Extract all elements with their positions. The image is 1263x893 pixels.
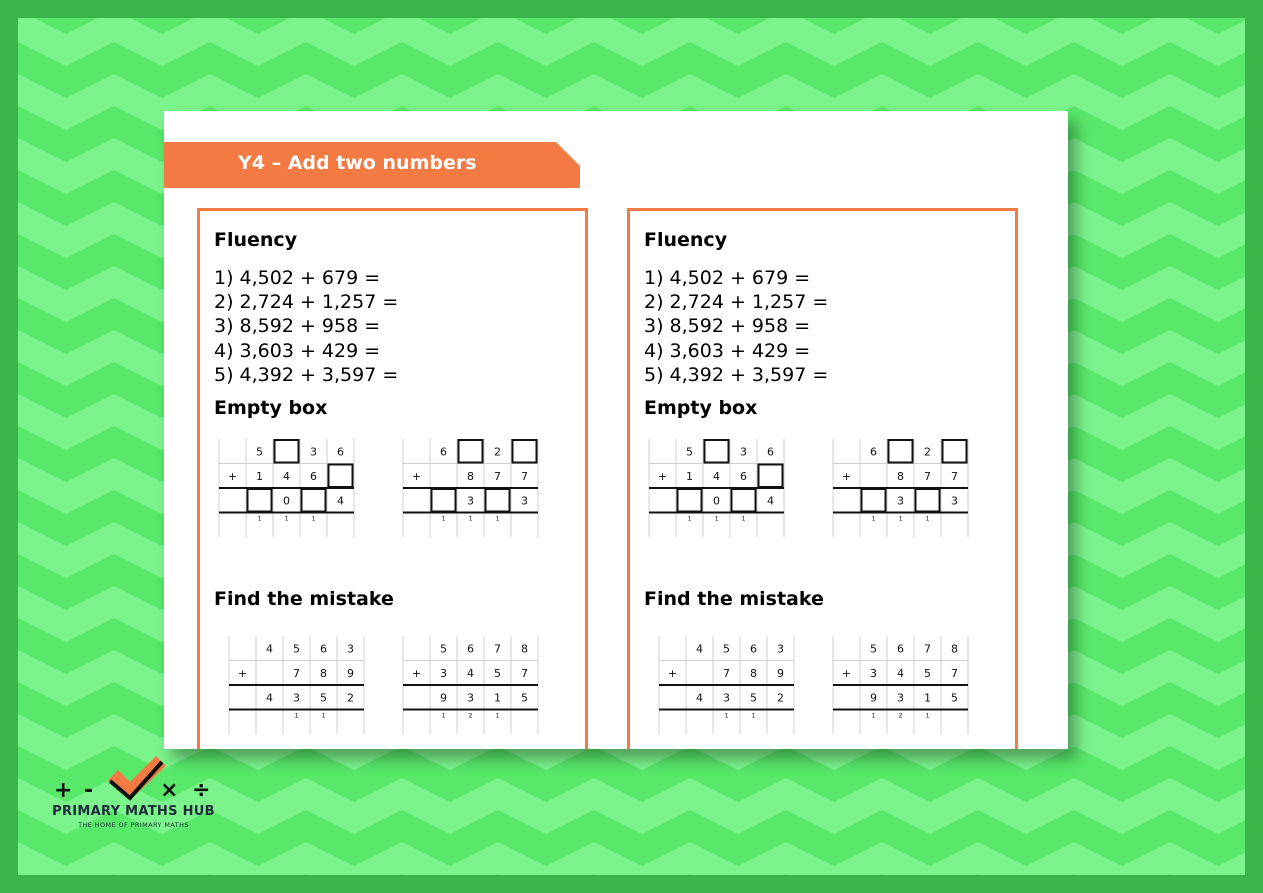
grid-digit: 5 xyxy=(723,642,730,656)
carry-digit: 1 xyxy=(741,515,746,523)
grid-digit: 4 xyxy=(767,494,774,508)
fluency-question: 3) 8,592 + 958 = xyxy=(214,315,381,338)
empty-box-grid-2 xyxy=(833,439,973,537)
empty-answer-box xyxy=(513,440,537,463)
grid-digit: 5 xyxy=(750,691,757,705)
worksheet-column-right xyxy=(627,208,1018,749)
grid-digit: 1 xyxy=(256,469,263,483)
fluency-question: 2) 2,724 + 1,257 = xyxy=(214,291,399,314)
grid-digit: 6 xyxy=(870,445,877,459)
fluency-question: 1) 4,502 + 679 = xyxy=(214,267,381,289)
grid-digit: 6 xyxy=(897,642,904,656)
grid-digit: 8 xyxy=(897,469,904,483)
grid-digit: 6 xyxy=(310,469,317,483)
grid-digit: 8 xyxy=(750,666,757,680)
grid-digit: 2 xyxy=(347,691,354,705)
plus-icon: + xyxy=(54,778,73,803)
grid-digit: 3 xyxy=(310,445,317,459)
fluency-heading: Fluency xyxy=(644,229,728,251)
grid-digit: 7 xyxy=(951,469,958,483)
grid-digit: 2 xyxy=(494,445,501,459)
divide-icon: ÷ xyxy=(192,778,211,803)
grid-digit: 6 xyxy=(337,445,344,459)
grid-digit: 8 xyxy=(320,666,327,680)
fluency-question: 1) 4,502 + 679 = xyxy=(644,267,811,289)
carry-digit: 1 xyxy=(311,515,316,523)
grid-digit: 0 xyxy=(283,494,290,508)
empty-answer-box xyxy=(943,440,967,463)
logo-subtitle: THE HOME OF PRIMARY MATHS xyxy=(78,821,189,829)
fluency-question: 5) 4,392 + 3,597 = xyxy=(214,363,399,386)
grid-digit: 7 xyxy=(924,642,931,656)
grid-digit: 8 xyxy=(521,642,528,656)
grid-digit: 9 xyxy=(347,666,354,680)
plus-sign: + xyxy=(411,469,422,483)
grid-digit: 3 xyxy=(347,642,354,656)
grid-digit: 9 xyxy=(870,691,877,705)
carry-digit: 2 xyxy=(468,712,473,720)
carry-digit: 1 xyxy=(714,515,719,523)
primary-maths-hub-logo xyxy=(46,752,221,832)
grid-digit: 4 xyxy=(266,691,273,705)
fluency-question: 4) 3,603 + 429 = xyxy=(214,339,381,362)
fluency-question: 2) 2,724 + 1,257 = xyxy=(644,291,829,314)
carry-digit: 1 xyxy=(294,712,299,720)
grid-digit: 3 xyxy=(951,494,958,508)
empty-answer-box xyxy=(678,489,702,512)
empty-answer-box xyxy=(862,489,886,512)
grid-digit: 1 xyxy=(924,691,931,705)
find-mistake-heading: Find the mistake xyxy=(214,588,394,610)
grid-digit: 5 xyxy=(293,642,300,656)
carry-digit: 2 xyxy=(898,712,903,720)
empty-answer-box xyxy=(248,489,272,512)
grid-digit: 6 xyxy=(767,445,774,459)
mistake-grid-2 xyxy=(403,636,543,734)
empty-box-grid-1 xyxy=(219,439,359,537)
grid-digit: 5 xyxy=(686,445,693,459)
worksheet-preview xyxy=(164,111,1068,749)
grid-digit: 7 xyxy=(723,666,730,680)
fluency-question: 4) 3,603 + 429 = xyxy=(644,339,811,362)
grid-digit: 5 xyxy=(951,691,958,705)
carry-digit: 1 xyxy=(925,515,930,523)
grid-digit: 4 xyxy=(266,642,273,656)
grid-digit: 3 xyxy=(740,445,747,459)
grid-digit: 6 xyxy=(740,469,747,483)
grid-digit: 4 xyxy=(337,494,344,508)
grid-digit: 7 xyxy=(521,666,528,680)
empty-answer-box xyxy=(732,489,756,512)
minus-icon: - xyxy=(84,778,94,803)
carry-digit: 1 xyxy=(751,712,756,720)
carry-digit: 1 xyxy=(495,515,500,523)
fluency-question: 3) 8,592 + 958 = xyxy=(644,315,811,338)
grid-digit: 6 xyxy=(750,642,757,656)
grid-digit: 3 xyxy=(777,642,784,656)
empty-answer-box xyxy=(459,440,483,463)
plus-sign: + xyxy=(237,666,248,680)
grid-digit: 7 xyxy=(293,666,300,680)
mistake-grid-1 xyxy=(659,636,799,734)
grid-digit: 5 xyxy=(440,642,447,656)
carry-digit: 1 xyxy=(257,515,262,523)
find-mistake-heading: Find the mistake xyxy=(644,588,824,610)
grid-digit: 3 xyxy=(897,691,904,705)
grid-digit: 8 xyxy=(951,642,958,656)
empty-answer-box xyxy=(889,440,913,463)
carry-digit: 1 xyxy=(321,712,326,720)
grid-digit: 3 xyxy=(521,494,528,508)
grid-digit: 7 xyxy=(521,469,528,483)
grid-digit: 6 xyxy=(440,445,447,459)
grid-digit: 7 xyxy=(494,469,501,483)
grid-digit: 7 xyxy=(494,642,501,656)
fluency-question: 5) 4,392 + 3,597 = xyxy=(644,363,829,386)
grid-digit: 9 xyxy=(777,666,784,680)
title-banner xyxy=(164,142,580,188)
empty-answer-box xyxy=(302,489,326,512)
grid-digit: 3 xyxy=(897,494,904,508)
grid-digit: 4 xyxy=(696,691,703,705)
grid-digit: 3 xyxy=(467,691,474,705)
carry-digit: 1 xyxy=(898,515,903,523)
grid-digit: 5 xyxy=(924,666,931,680)
grid-digit: 4 xyxy=(283,469,290,483)
empty-box-grid-1 xyxy=(649,439,789,537)
grid-digit: 4 xyxy=(713,469,720,483)
carry-digit: 1 xyxy=(441,515,446,523)
grid-digit: 6 xyxy=(467,642,474,656)
plus-sign: + xyxy=(411,666,422,680)
empty-box-heading: Empty box xyxy=(214,397,328,419)
carry-digit: 1 xyxy=(871,712,876,720)
plus-sign: + xyxy=(657,469,668,483)
grid-digit: 7 xyxy=(924,469,931,483)
grid-digit: 5 xyxy=(320,691,327,705)
fluency-heading: Fluency xyxy=(214,229,298,251)
plus-sign: + xyxy=(227,469,238,483)
empty-answer-box xyxy=(486,489,510,512)
carry-digit: 1 xyxy=(441,712,446,720)
carry-digit: 1 xyxy=(871,515,876,523)
plus-sign: + xyxy=(841,469,852,483)
grid-digit: 5 xyxy=(870,642,877,656)
plus-sign: + xyxy=(841,666,852,680)
worksheet-column-left xyxy=(197,208,588,749)
empty-answer-box xyxy=(432,489,456,512)
grid-digit: 3 xyxy=(440,666,447,680)
empty-answer-box xyxy=(705,440,729,463)
grid-digit: 2 xyxy=(924,445,931,459)
mistake-grid-2 xyxy=(833,636,973,734)
multiply-icon: × xyxy=(160,778,179,803)
grid-digit: 3 xyxy=(293,691,300,705)
carry-digit: 1 xyxy=(468,515,473,523)
carry-digit: 1 xyxy=(284,515,289,523)
fluency-questions xyxy=(214,266,398,387)
grid-digit: 9 xyxy=(440,691,447,705)
grid-digit: 3 xyxy=(467,494,474,508)
empty-answer-box xyxy=(329,465,353,488)
carry-digit: 1 xyxy=(495,712,500,720)
carry-digit: 1 xyxy=(724,712,729,720)
grid-digit: 2 xyxy=(777,691,784,705)
empty-answer-box xyxy=(916,489,940,512)
grid-digit: 6 xyxy=(320,642,327,656)
empty-answer-box xyxy=(275,440,299,463)
fluency-questions xyxy=(644,266,828,387)
carry-digit: 1 xyxy=(925,712,930,720)
empty-answer-box xyxy=(759,465,783,488)
mistake-grid-1 xyxy=(229,636,369,734)
grid-digit: 4 xyxy=(467,666,474,680)
plus-sign: + xyxy=(667,666,678,680)
grid-digit: 5 xyxy=(256,445,263,459)
carry-digit: 1 xyxy=(687,515,692,523)
empty-box-grid-2 xyxy=(403,439,543,537)
grid-digit: 4 xyxy=(696,642,703,656)
grid-digit: 8 xyxy=(467,469,474,483)
worksheet-title: Y4 – Add two numbers xyxy=(238,152,477,174)
grid-digit: 3 xyxy=(723,691,730,705)
grid-digit: 0 xyxy=(713,494,720,508)
grid-digit: 3 xyxy=(870,666,877,680)
grid-digit: 7 xyxy=(951,666,958,680)
grid-digit: 4 xyxy=(897,666,904,680)
empty-box-heading: Empty box xyxy=(644,397,758,419)
logo-title: PRIMARY MATHS HUB xyxy=(52,804,215,819)
grid-digit: 5 xyxy=(521,691,528,705)
grid-digit: 5 xyxy=(494,666,501,680)
grid-digit: 1 xyxy=(494,691,501,705)
grid-digit: 1 xyxy=(686,469,693,483)
